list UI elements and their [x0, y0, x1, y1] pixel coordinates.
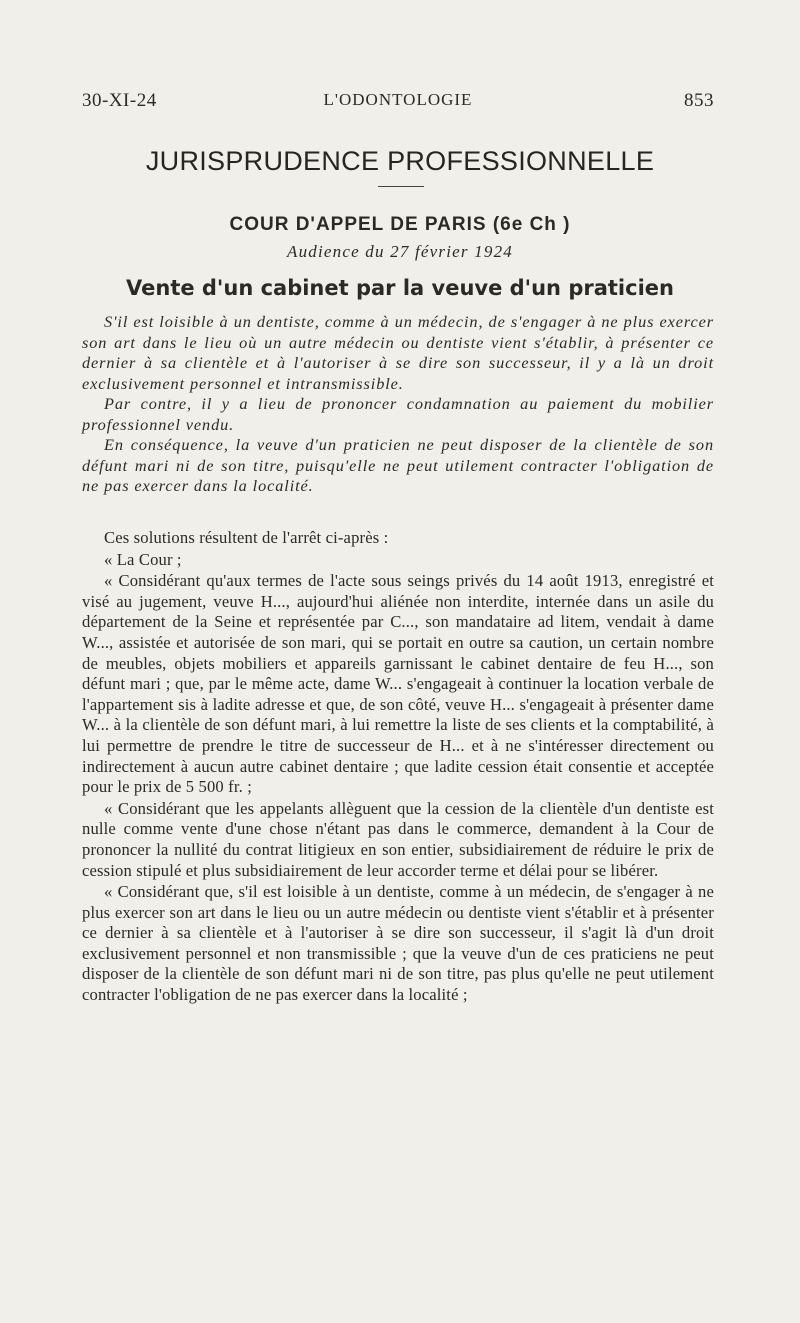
case-summary — [82, 312, 714, 497]
section-title: JURISPRUDENCE PROFESSIONNELLE — [145, 146, 655, 176]
summary-paragraph: Par contre, il y a lieu de prononcer condamnation au paiement du mobilier professionnel vendu. — [82, 394, 714, 434]
article-headline: Vente d'un cabinet par la veuve d'un praticien — [126, 276, 674, 300]
body-paragraph: « Considérant que les appelants allèguent que la cession de la clientèle d'un dentiste est nulle comme vente d'une chose n'étant pas dans le commerce, demandent à la Cour de prononcer la nullité du contrat litigieux en son entier, subsidiairement de réduire le prix de cession stipulé et plus subsidiairement de leur accorder terme et délai pour se libérer. — [82, 798, 714, 880]
court-heading: COUR D'APPEL DE PARIS (6e Ch ) — [229, 214, 571, 235]
title-divider — [378, 186, 424, 187]
body-paragraph: « La Cour ; — [104, 549, 182, 569]
page-number: 853 — [684, 90, 714, 111]
judgment-text — [82, 528, 714, 1007]
summary-paragraph: S'il est loisible à un dentiste, comme à un médecin, de s'engager à ne plus exercer son art dans le lieu où un autre médecin ou dentiste vient s'établir, à présenter ce dernier à sa clientèle et à l'autoriser à se dire son successeur, il y a là un droit exclusivement personnel et intransmissible. — [82, 312, 714, 393]
issue-date: 30-XI-24 — [82, 90, 157, 111]
journal-name: L'ODONTOLOGIE — [323, 90, 473, 109]
body-paragraph: « Considérant qu'aux termes de l'acte sous seings privés du 14 août 1913, enregistré et visé au jugement, veuve H..., aujourd'hui aliénée non interdite, internée dans un asile du département de la Seine et représentée par C..., son mandataire ad litem, vendait à dame W..., assistée et autorisée de son mari, qui se portait en outre sa caution, un certain nombre de meubles, objets mobiliers et appareils garnissant le cabinet dentaire de feu H..., son défunt mari ; que, par le même acte, dame W... s'engageait à continuer la location verbale de l'appartement sis à ladite adresse et que, de son côté, veuve H... s'engageait à présenter dame W... à la clientèle de son défunt mari, à lui remettre la liste de ses clients et la comptabilité, à lui permettre de prendre le titre de successeur de H... et à ne s'intéresser directement ou indirectement à aucun autre cabinet dentaire ; que ladite cession était consentie et acceptée pour le prix de 5 500 fr. ; — [82, 571, 714, 797]
body-paragraph: « Considérant que, s'il est loisible à un dentiste, comme à un médecin, de s'engager à ne plus exercer son art dans le lieu ou un autre médecin ou dentiste vient s'établir et à présenter ce dernier à sa clientèle et à l'autoriser à se dire son successeur, il s'agit là d'un droit exclusivement personnel et non transmissible ; que la veuve d'un de ces praticiens ne peut disposer de la clientèle de son défunt mari ni de son titre, pas plus qu'elle ne peut utilement contracter l'obligation de ne pas exercer dans la localité ; — [82, 882, 714, 1005]
body-paragraph: Ces solutions résultent de l'arrêt ci-après : — [104, 528, 389, 547]
hearing-date: Audience du 27 février 1924 — [287, 242, 513, 261]
summary-paragraph: En conséquence, la veuve d'un praticien ne peut disposer de la clientèle de son défunt mari ni de son titre, puisqu'elle ne peut utilement contracter l'obligation de ne pas exercer dans la localité. — [82, 435, 714, 495]
